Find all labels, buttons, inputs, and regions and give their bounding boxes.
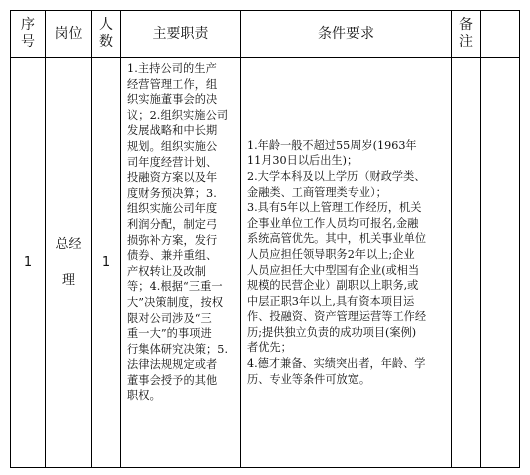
row-position bbox=[45, 57, 92, 468]
row-seq bbox=[10, 57, 46, 468]
header-extra bbox=[480, 10, 520, 58]
row-seq-value: 1 bbox=[23, 255, 33, 270]
header-seq-line2: 号 bbox=[21, 34, 35, 50]
row-position-line1: 总经 bbox=[55, 236, 82, 252]
header-position bbox=[45, 10, 92, 58]
header-remarks-line1: 备 bbox=[459, 17, 473, 33]
row-duties-text: 1.主持公司的生产 经营管理工作，组 织实施董事会的决 议；2.组织实施公司 发展战略和中长期 规划。组织实施公 司年度经营计划、 投融资方案以及年 度财务预决算；3. 组织实施公司年度 利润分配，制定弓 损弥补方案，发行 债券、兼并重组、 产权转让及改制 等；4.根据“三重一 大”决策制度，按权 限对公司涉及“三 重一大”的事项进 行集体研究决策；5. 法律法规规定或者 董事会授予的其他 职权。 bbox=[127, 62, 229, 403]
row-requirements bbox=[240, 57, 452, 468]
header-seq bbox=[10, 10, 46, 58]
row-extra bbox=[480, 57, 520, 468]
row-count bbox=[91, 57, 121, 468]
row-count-value: 1 bbox=[101, 255, 111, 270]
header-requirements bbox=[240, 10, 452, 58]
header-seq-line1: 序 bbox=[21, 17, 35, 33]
header-position-label: 岗位 bbox=[54, 26, 83, 42]
row-requirements-text: 1.年龄一般不超过55周岁(1963年 11月30日以后出生)； 2.大学本科及以上学历（财政学类、 金融类、工商管理类专业）； 3.具有5年以上管理工作经历，机关 企事业单位工作人员均可报名,金融 系统高管优先。其中，机关事业单位 人员应担任领导职务2年以上;企业 人员应担任大中型国有企业(或相当 规模的民营企业）副职以上职务,或 中层正职3年以上,具有资本项目运 作、投融资、资产管理运营等工作经 历;提供独立负责的成功项目(案例) 者优先； 4.德才兼备、实绩突出者，年龄、学 历、专业等条件可放宽。 bbox=[247, 138, 427, 386]
header-remarks bbox=[451, 10, 481, 58]
header-count-line1: 人 bbox=[99, 17, 113, 33]
header-requirements-label: 条件要求 bbox=[318, 26, 374, 42]
header-remarks-line2: 注 bbox=[459, 34, 473, 50]
header-count bbox=[91, 10, 121, 58]
header-count-line2: 数 bbox=[99, 34, 113, 50]
row-position-line2: 理 bbox=[61, 272, 75, 288]
row-duties bbox=[120, 57, 241, 468]
header-duties-label: 主要职责 bbox=[152, 26, 209, 42]
header-duties bbox=[120, 10, 241, 58]
row-remarks bbox=[451, 57, 481, 468]
